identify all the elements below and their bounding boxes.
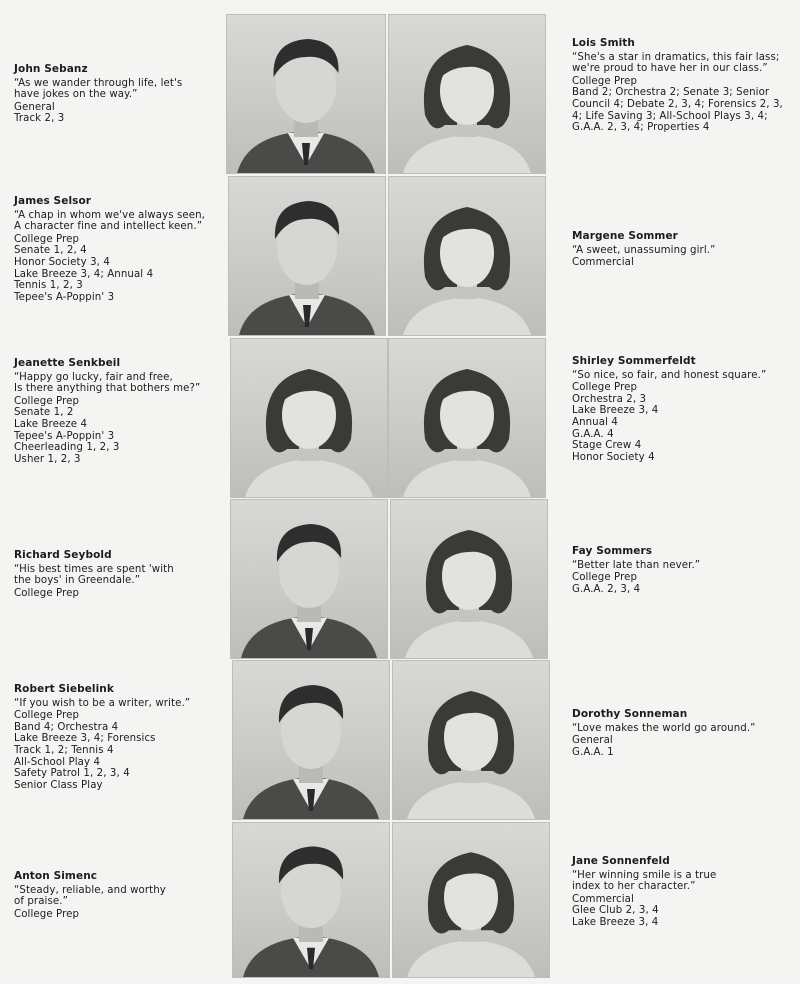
quote-line: “So nice, so fair, and honest square.” (572, 369, 767, 381)
student-entry-anton-simenc (14, 871, 220, 920)
quote-line: A character fine and intellect keen.” (14, 221, 203, 233)
detail-line: Tepee's A-Poppin' 3 (14, 291, 115, 303)
detail-line: Cheerleading 1, 2, 3 (14, 442, 120, 454)
quote-line: “Better late than never.” (572, 559, 701, 571)
portrait-photo-richard-seybold (230, 499, 388, 659)
student-quote (14, 885, 220, 908)
detail-line: G.A.A. 2, 3, 4 (572, 583, 641, 595)
portrait-illustration (389, 339, 545, 497)
quote-line: have jokes on the way.” (14, 89, 138, 101)
student-entry-dorothy-sonneman (572, 709, 788, 758)
portrait-photo-margene-sommer (388, 176, 546, 336)
student-name: Richard Seybold (14, 549, 112, 561)
detail-line: Orchestra 2, 3 (572, 393, 647, 405)
detail-line: Commercial (572, 893, 634, 905)
portrait-illustration (233, 823, 389, 977)
portrait-photo-fay-sommers (390, 499, 548, 659)
student-name: John Sebanz (14, 63, 88, 75)
portrait-photo-james-selsor (228, 176, 386, 336)
blouse-shape (405, 620, 533, 658)
student-name: Jeanette Senkbeil (14, 357, 121, 369)
portrait-photo-john-sebanz (226, 14, 386, 174)
portrait-illustration (393, 823, 549, 977)
student-name: Jane Sonnenfeld (572, 855, 670, 867)
student-name: Lois Smith (572, 37, 636, 49)
quote-line: “Steady, reliable, and worthy (14, 884, 166, 896)
portrait-photo-dorothy-sonneman (392, 660, 550, 820)
portrait-illustration (227, 15, 385, 173)
detail-line: College Prep (14, 395, 80, 407)
student-entry-margene-sommer (572, 231, 788, 269)
student-entry-fay-sommers (572, 546, 788, 595)
detail-line: Commercial (572, 257, 634, 269)
portrait-illustration (393, 661, 549, 819)
portrait-photo-jeanette-senkbeil (230, 338, 388, 498)
blouse-shape (407, 940, 535, 977)
portrait-photo-jane-sonnenfeld (392, 822, 550, 978)
detail-line: Lake Breeze 3, 4 (572, 916, 659, 928)
detail-line: College Prep (14, 908, 80, 920)
detail-line: Tennis 1, 2, 3 (14, 280, 83, 292)
student-entry-robert-siebelink (14, 684, 220, 791)
quote-line: “She's a star in dramatics, this fair lass; (572, 51, 780, 63)
student-entry-jeanette-senkbeil (14, 358, 220, 465)
detail-line: Lake Breeze 3, 4; Forensics (14, 733, 156, 745)
student-name: Robert Siebelink (14, 683, 114, 695)
detail-line: Council 4; Debate 2, 3, 4; Forensics 2, 3, (572, 98, 783, 110)
student-quote (572, 370, 788, 382)
detail-line: College Prep (14, 233, 80, 245)
student-quote (572, 560, 788, 572)
detail-line: College Prep (572, 572, 638, 584)
portrait-illustration (231, 500, 387, 658)
quote-line: “Her winning smile is a true (572, 869, 717, 881)
blouse-shape (403, 297, 531, 335)
detail-line: 4; Life Saving 3; All-School Plays 3, 4; (572, 110, 768, 122)
quote-line: “A sweet, unassuming girl.” (572, 244, 716, 256)
detail-line: All-School Play 4 (14, 756, 101, 768)
detail-line: Lake Breeze 3, 4 (572, 405, 659, 417)
portrait-photo-anton-simenc (232, 822, 390, 978)
quote-line: “Happy go lucky, fair and free, (14, 371, 173, 383)
student-quote (14, 78, 220, 101)
portrait-illustration (391, 500, 547, 658)
student-entry-john-sebanz (14, 64, 220, 125)
blouse-shape (403, 459, 531, 497)
detail-line: General (14, 101, 55, 113)
quote-line: we're proud to have her in our class.” (572, 63, 768, 75)
portrait-photo-shirley-sommerfeldt (388, 338, 546, 498)
student-entry-shirley-sommerfeldt (572, 356, 788, 463)
detail-line: Safety Patrol 1, 2, 3, 4 (14, 768, 130, 780)
detail-line: Usher 1, 2, 3 (14, 453, 81, 465)
quote-line: index to her character.” (572, 881, 696, 893)
detail-line: Senate 1, 2 (14, 407, 74, 419)
detail-line: Senate 1, 2, 4 (14, 245, 87, 257)
portrait-photo-lois-smith (388, 14, 546, 174)
portrait-illustration (389, 177, 545, 335)
student-name: Fay Sommers (572, 545, 653, 557)
detail-line: Honor Society 3, 4 (14, 256, 110, 268)
blouse-shape (245, 459, 373, 497)
student-quote (14, 210, 220, 233)
detail-line: Glee Club 2, 3, 4 (572, 905, 659, 917)
quote-line: “His best times are spent 'with (14, 563, 174, 575)
detail-line: Stage Crew 4 (572, 440, 642, 452)
detail-line: Honor Society 4 (572, 451, 655, 463)
detail-line: Lake Breeze 3, 4; Annual 4 (14, 268, 154, 280)
detail-line: G.A.A. 4 (572, 428, 614, 440)
student-name: Anton Simenc (14, 870, 98, 882)
quote-line: “As we wander through life, let's (14, 77, 183, 89)
detail-line: Track 2, 3 (14, 113, 65, 125)
student-entry-james-selsor (14, 196, 220, 303)
quote-line: “If you wish to be a writer, write.” (14, 697, 191, 709)
detail-line: College Prep (572, 75, 638, 87)
blouse-shape (403, 135, 531, 173)
portrait-illustration (229, 177, 385, 335)
student-quote (572, 870, 788, 893)
student-quote (572, 52, 788, 75)
student-quote (14, 372, 220, 395)
detail-line: College Prep (14, 710, 80, 722)
quote-line: “Love makes the world go around.” (572, 722, 756, 734)
student-quote (14, 564, 220, 587)
detail-line: College Prep (14, 587, 80, 599)
detail-line: Band 4; Orchestra 4 (14, 721, 119, 733)
detail-line: College Prep (572, 382, 638, 394)
portrait-illustration (233, 661, 389, 819)
portrait-illustration (231, 339, 387, 497)
student-quote (572, 245, 788, 257)
detail-line: General (572, 735, 613, 747)
student-quote (14, 698, 220, 710)
portrait-photo-robert-siebelink (232, 660, 390, 820)
detail-line: Annual 4 (572, 416, 618, 428)
portrait-illustration (389, 15, 545, 173)
quote-line: “A chap in whom we've always seen, (14, 209, 205, 221)
detail-line: G.A.A. 1 (572, 746, 614, 758)
detail-line: G.A.A. 2, 3, 4; Properties 4 (572, 122, 710, 134)
student-entry-richard-seybold (14, 550, 220, 599)
student-entry-jane-sonnenfeld (572, 856, 788, 929)
detail-line: Tepee's A-Poppin' 3 (14, 430, 115, 442)
detail-line: Senior Class Play (14, 779, 103, 791)
blouse-shape (407, 781, 535, 819)
student-name: Margene Sommer (572, 230, 678, 242)
quote-line: Is there anything that bothers me?” (14, 383, 201, 395)
student-name: Shirley Sommerfeldt (572, 355, 696, 367)
student-name: James Selsor (14, 195, 92, 207)
detail-line: Band 2; Orchestra 2; Senate 3; Senior (572, 87, 770, 99)
detail-line: Track 1, 2; Tennis 4 (14, 744, 114, 756)
student-quote (572, 723, 788, 735)
student-entry-lois-smith (572, 38, 788, 134)
student-name: Dorothy Sonneman (572, 708, 688, 720)
quote-line: of praise.” (14, 896, 68, 908)
detail-line: Lake Breeze 4 (14, 418, 88, 430)
quote-line: the boys' in Greendale.” (14, 575, 141, 587)
